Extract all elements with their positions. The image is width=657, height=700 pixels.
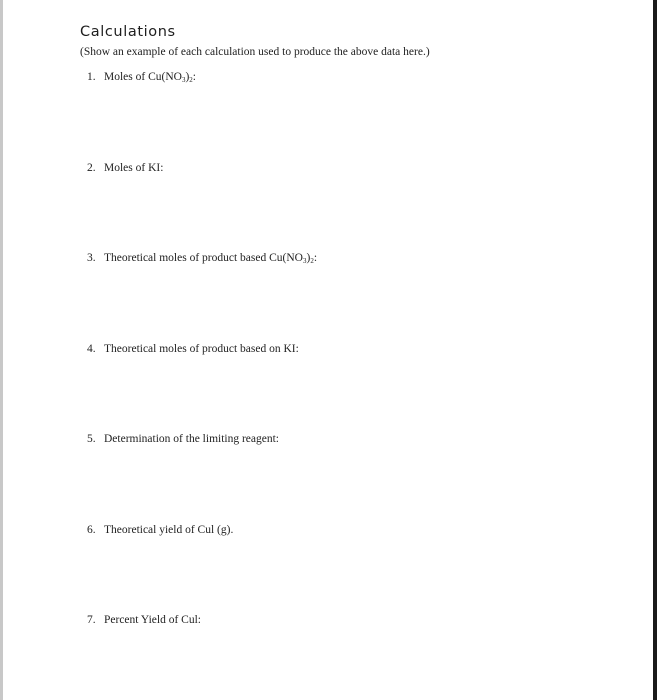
instructions-text: (Show an example of each calculation used to produce the above data here.) <box>80 46 430 58</box>
subscript: 2 <box>189 76 193 84</box>
item-text: Theoretical moles of product based on KI: <box>104 343 299 355</box>
item-number: 1. <box>87 71 96 83</box>
item-text: Moles of KI: <box>104 162 164 174</box>
item-number: 7. <box>87 614 96 626</box>
subscript: 2 <box>310 257 314 265</box>
item-text-end: : <box>192 71 196 83</box>
item-text-end: : <box>313 252 318 264</box>
calculation-item-3 <box>87 252 317 264</box>
item-text-mid: ) <box>185 71 190 83</box>
calculation-item-7 <box>87 614 201 626</box>
item-text: Theoretical moles of product based Cu(NO <box>104 252 303 264</box>
item-number: 3. <box>87 252 96 264</box>
item-text-mid: ) <box>306 252 311 264</box>
item-number: 5. <box>87 433 96 445</box>
page-left-edge <box>0 0 3 700</box>
page-title: Calculations <box>80 24 176 40</box>
item-number: 2. <box>87 162 96 174</box>
calculation-item-2 <box>87 162 163 174</box>
item-text: Percent Yield of Cul: <box>104 614 201 626</box>
item-text: Theoretical yield of Cul (g). <box>104 524 234 536</box>
item-number: 4. <box>87 343 96 355</box>
subscript: 3 <box>181 76 186 84</box>
item-text: Moles of Cu(NO <box>104 71 182 83</box>
calculation-item-5 <box>87 433 279 445</box>
calculation-item-4 <box>87 343 299 355</box>
page-right-edge <box>653 0 657 700</box>
item-text: Determination of the limiting reagent: <box>104 433 280 445</box>
item-number: 6. <box>87 524 96 536</box>
subscript: 3 <box>302 257 307 265</box>
calculation-item-1 <box>87 71 196 83</box>
calculation-item-6 <box>87 524 233 536</box>
